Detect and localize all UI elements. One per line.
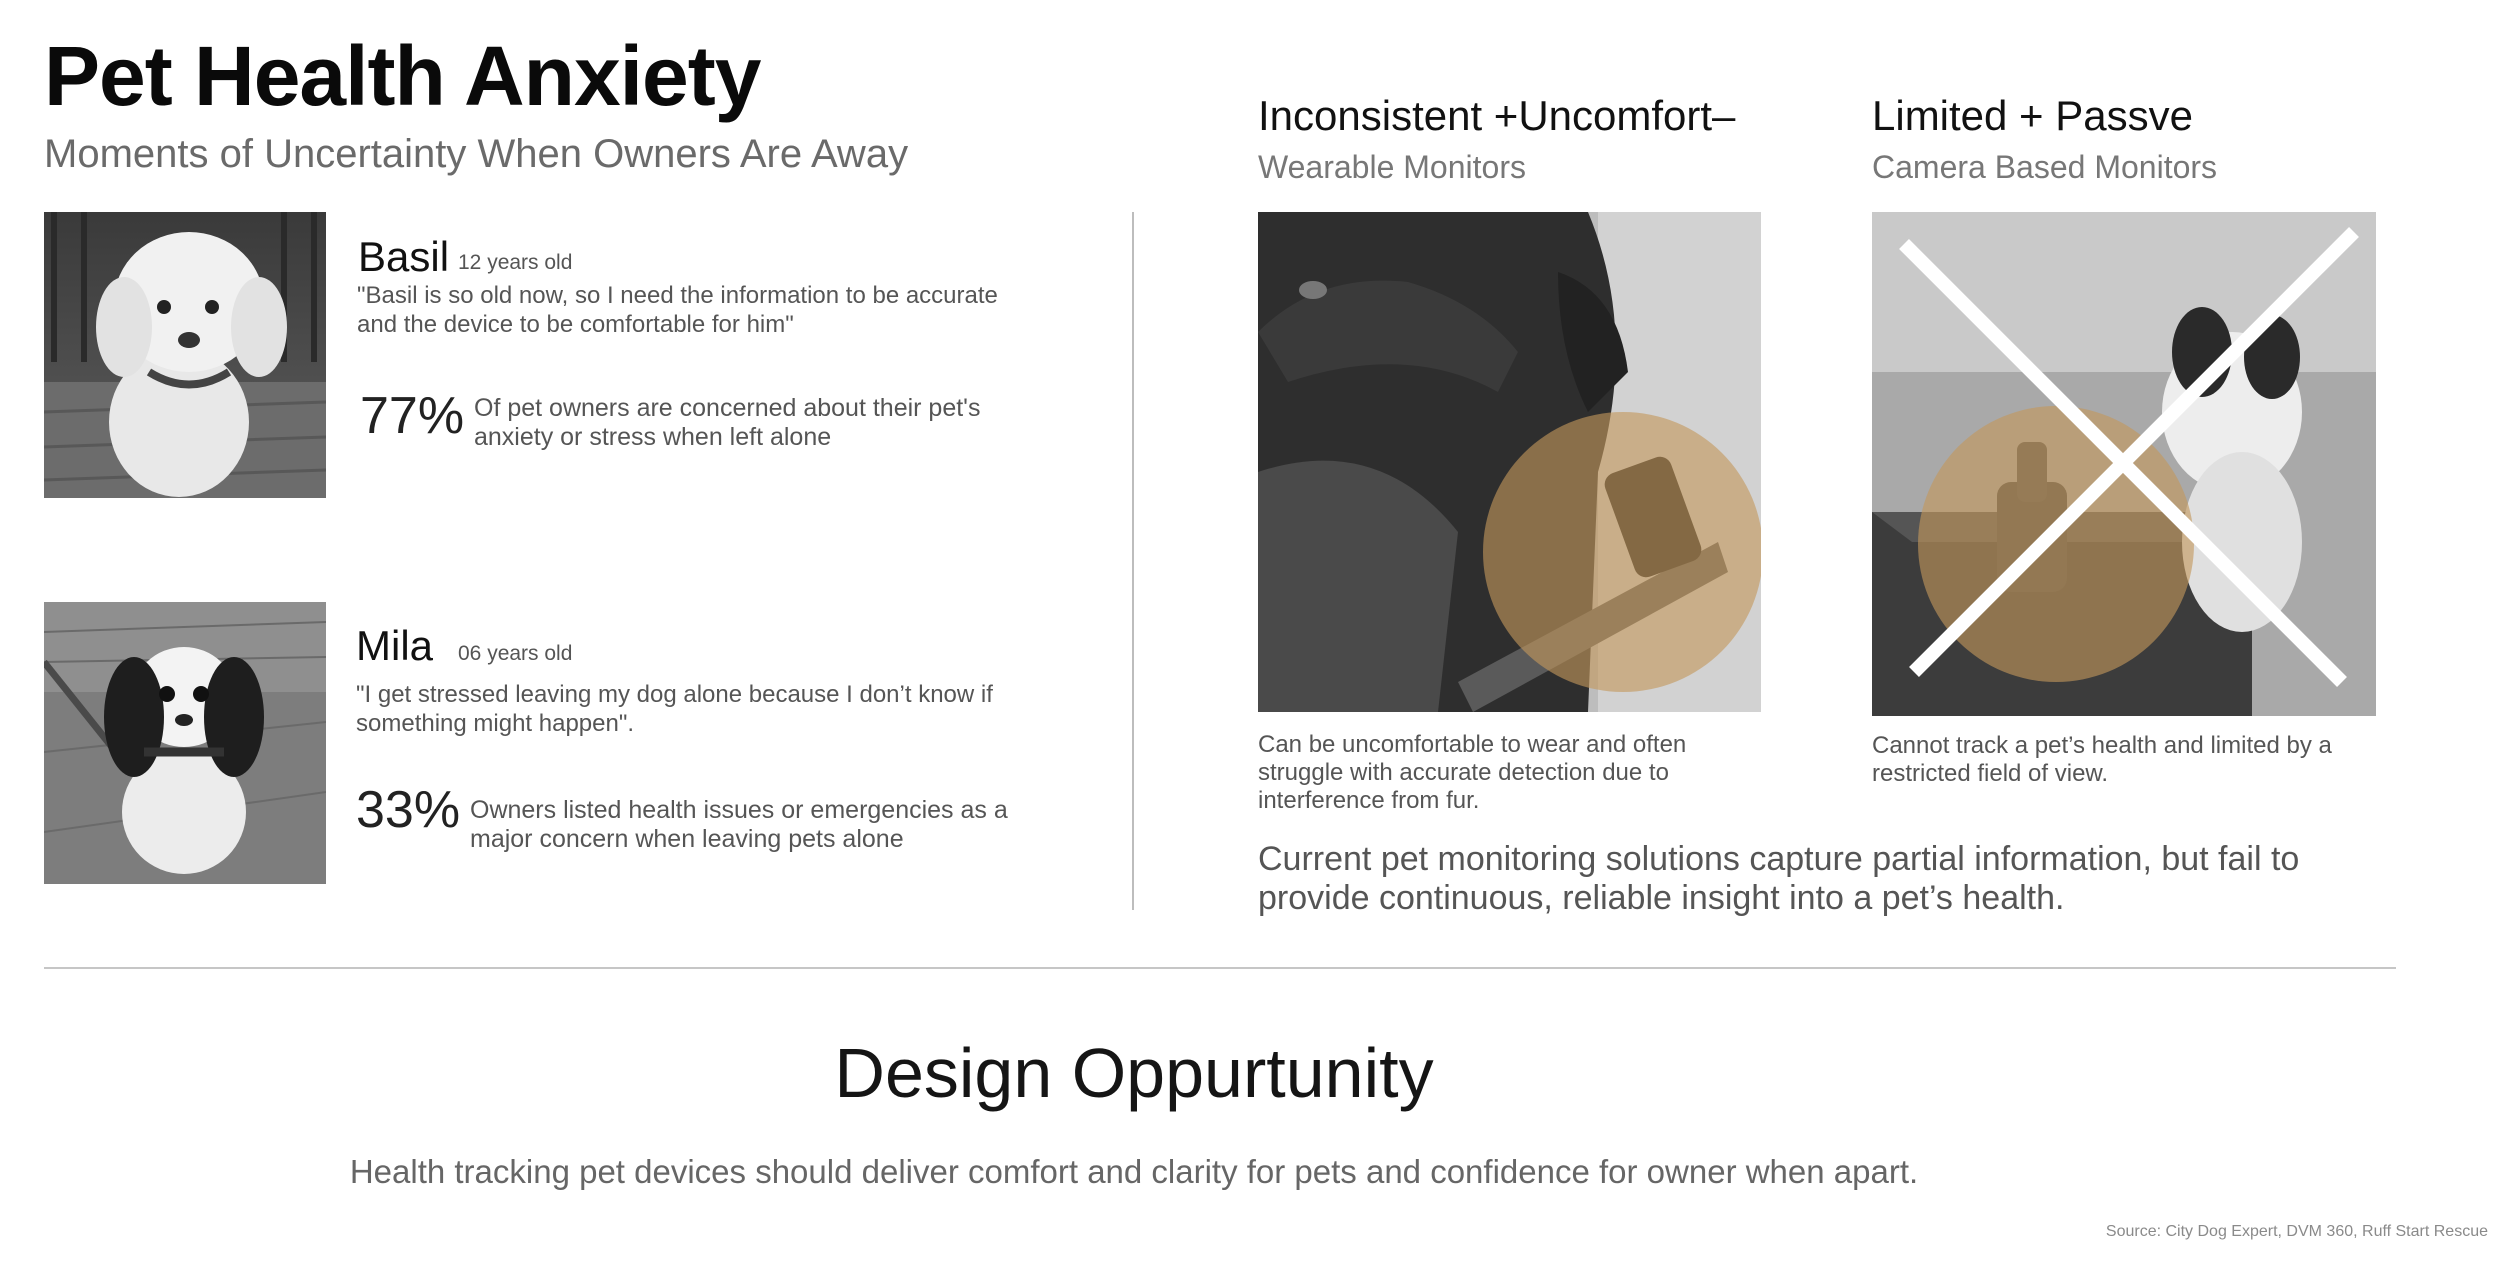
persona-age: 06 years old xyxy=(458,642,573,665)
conclusion-text: Current pet monitoring solutions capture partial information, but fail to provide continuous, reliable insight into a pet’s health. xyxy=(1258,840,2300,917)
solution-subtitle: Camera Based Monitors xyxy=(1872,149,2218,185)
persona-name: Basil xyxy=(358,233,450,280)
design-opportunity-heading: Design Oppurtunity xyxy=(834,1034,1434,1112)
persona-quote: "Basil is so old now, so I need the information to be accurate and the device to be comfortable for him" xyxy=(357,282,998,338)
solution-caption: Cannot track a pet’s health and limited by a restricted field of view. xyxy=(1872,732,2332,787)
camera-monitor-photo xyxy=(1872,212,2376,716)
stat-value: 33% xyxy=(356,781,461,839)
persona-photo-mila xyxy=(44,602,326,884)
solution-title: Limited + Passve xyxy=(1872,92,2193,139)
sensor-highlight-circle xyxy=(1483,412,1761,692)
solution-subtitle: Wearable Monitors xyxy=(1258,149,1526,185)
persona-quote: "I get stressed leaving my dog alone because I don’t know if something might happen". xyxy=(356,681,993,737)
stat-text: Owners listed health issues or emergencies as a major concern when leaving pets alone xyxy=(470,796,1008,853)
solution-caption: Can be uncomfortable to wear and often struggle with accurate detection due to interference from fur. xyxy=(1258,731,1687,814)
stat-text: Of pet owners are concerned about their pet's anxiety or stress when left alone xyxy=(474,394,981,451)
persona-age: 12 years old xyxy=(458,251,573,274)
section-divider-vertical xyxy=(1132,212,1134,910)
poodle-photo-icon xyxy=(44,212,326,498)
stat-value: 77% xyxy=(360,387,465,445)
section-divider-horizontal xyxy=(44,967,2396,969)
source-note: Source: City Dog Expert, DVM 360, Ruff Start Rescue xyxy=(2105,1223,2488,1240)
persona-photo-basil xyxy=(44,212,326,498)
page-subtitle: Moments of Uncertainty When Owners Are Away xyxy=(44,132,909,176)
page-title: Pet Health Anxiety xyxy=(44,29,761,123)
cross-out-icon xyxy=(1872,212,2376,716)
design-opportunity-statement: Health tracking pet devices should deliver comfort and clarity for pets and confidence for owner when apart. xyxy=(349,1153,1919,1190)
wearable-monitor-photo xyxy=(1258,212,1761,712)
spaniel-photo-icon xyxy=(44,602,326,884)
solution-title: Inconsistent +Uncomfort– xyxy=(1258,92,1736,139)
persona-name: Mila xyxy=(356,622,434,669)
